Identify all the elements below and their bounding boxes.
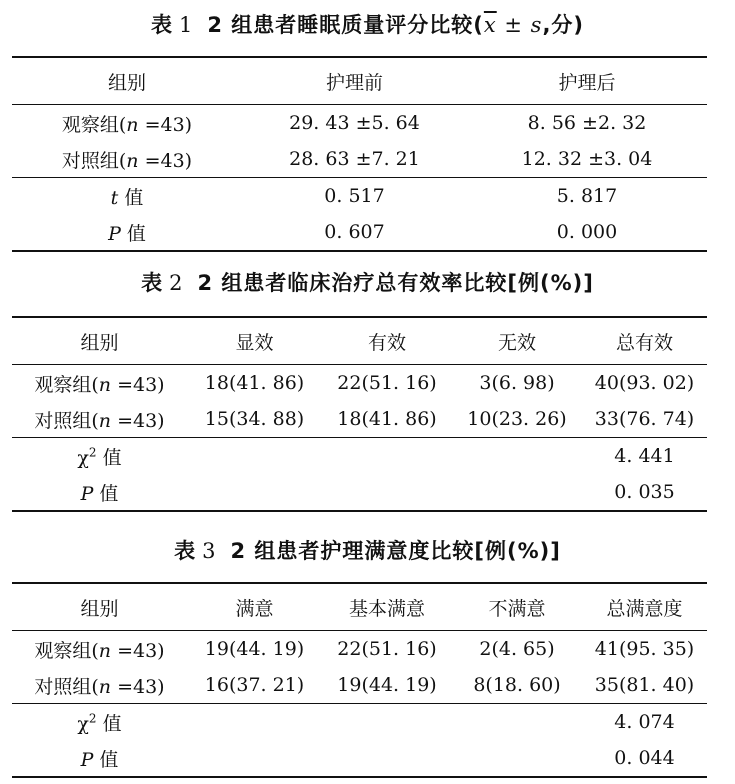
table1-row-observation-before: 29. 43 ±5. 64: [289, 112, 420, 134]
table3-row-observation-c2: 22(51. 16): [337, 638, 437, 660]
table3-row-chi-label: $\chi^2$ 值: [77, 711, 122, 735]
table2-header-effective: 有效: [322, 317, 452, 365]
table1-row-t: [12, 178, 707, 215]
table2-row-control: [12, 401, 707, 438]
table1-caption-text: 2 组患者睡眠质量评分比较(: [207, 13, 484, 37]
table2-row-control-c4: 33(76. 74): [582, 401, 707, 438]
table2-row-control-c1: 15(34. 88): [187, 401, 322, 438]
table3-row-observation-group: 观察组(n =43): [34, 639, 165, 662]
table3-header-satisfied: 满意: [187, 583, 322, 631]
table2-header-row: [12, 317, 707, 365]
table1-row-control-group: 对照组(n =43): [12, 141, 242, 178]
table2-row-chi-label: $\chi^2$ 值: [77, 445, 122, 469]
table1-header-row: [12, 57, 707, 105]
table2-caption-text: 2 组患者临床治疗总有效率比较[例(%)]: [197, 271, 594, 295]
table3-row-chi: [12, 704, 707, 741]
table1-row-p-before: 0. 607: [242, 214, 467, 251]
table1-row-p-after: 0. 000: [467, 214, 707, 251]
table3-header-unsatisfied: 不满意: [452, 583, 582, 631]
table2-row-p-value: 0. 035: [582, 474, 707, 511]
table2-header-ineffective: 无效: [452, 317, 582, 365]
table3-row-control-c3: 8(18. 60): [452, 667, 582, 704]
table2-caption: [0, 268, 735, 298]
table3-row-p-label: P 值: [12, 740, 187, 777]
table2-header-group: 组别: [12, 317, 187, 365]
table1-header-before: 护理前: [242, 57, 467, 105]
table3-row-control-c4: 35(81. 40): [582, 667, 707, 704]
table1-caption-pm: ±: [496, 13, 531, 37]
table2-row-observation-c3: 3(6. 98): [479, 372, 555, 394]
table3-header-total: 总满意度: [582, 583, 707, 631]
table3-row-control-group: 对照组(n =43): [12, 667, 187, 704]
table3-row-p-value: 0. 044: [582, 740, 707, 777]
table3-caption-prefix: 表: [174, 539, 197, 563]
table3-row-control: [12, 667, 707, 704]
table1-row-control-after: 12. 32 ±3. 04: [467, 141, 707, 178]
table1-row-observation: [12, 105, 707, 142]
table2-row-observation-c4: 40(93. 02): [594, 372, 695, 394]
table1-caption-s: s: [530, 13, 543, 37]
table3-row-p: [12, 740, 707, 777]
table3-caption-text: 2 组患者护理满意度比较[例(%)]: [230, 539, 561, 563]
table2-row-observation-c1: 18(41. 86): [204, 372, 305, 394]
table1-row-t-label: t 值: [110, 186, 144, 209]
table1-row-observation-group: 观察组(n =43): [61, 113, 193, 136]
table1: [12, 56, 707, 252]
table3-row-observation-c4: 41(95. 35): [594, 638, 695, 660]
table1-row-control: [12, 141, 707, 178]
table1-caption: [0, 10, 735, 40]
table1-caption-number: 1: [178, 13, 194, 37]
table1-header-group: 组别: [12, 57, 242, 105]
table3: [12, 582, 707, 778]
table2: [12, 316, 707, 512]
table2-header-total: 总有效: [582, 317, 707, 365]
table2-row-control-c3: 10(23. 26): [452, 401, 582, 438]
table3-row-observation-c3: 2(4. 65): [479, 638, 555, 660]
table1-caption-prefix: 表: [150, 13, 173, 37]
table3-row-observation-c1: 19(44. 19): [204, 638, 305, 660]
table3-caption-number: 3: [202, 539, 217, 563]
table1-row-observation-after: 8. 56 ±2. 32: [527, 112, 647, 134]
table3-header-row: [12, 583, 707, 631]
table1-row-p: [12, 214, 707, 251]
table1-caption-xbar: $\overline{x}$: [483, 13, 497, 37]
table2-row-observation-c2: 22(51. 16): [337, 372, 437, 394]
table2-row-chi: [12, 438, 707, 475]
table3-caption: [0, 536, 735, 566]
table2-row-p-label: P 值: [12, 474, 187, 511]
table1-row-t-after: 5. 817: [556, 185, 618, 207]
table2-row-control-c2: 18(41. 86): [322, 401, 452, 438]
table1-row-t-before: 0. 517: [324, 185, 385, 207]
table2-row-control-group: 对照组(n =43): [12, 401, 187, 438]
table3-row-control-c1: 16(37. 21): [187, 667, 322, 704]
table3-header-basic: 基本满意: [322, 583, 452, 631]
table1-row-control-before: 28. 63 ±7. 21: [242, 141, 467, 178]
table3-row-observation: [12, 631, 707, 668]
table3-row-control-c2: 19(44. 19): [322, 667, 452, 704]
table2-row-observation-group: 观察组(n =43): [34, 373, 165, 396]
table3-row-chi-value: 4. 074: [614, 711, 675, 733]
table2-row-chi-value: 4. 441: [614, 445, 675, 467]
table2-header-marked: 显效: [187, 317, 322, 365]
table3-header-group: 组别: [12, 583, 187, 631]
table1-row-p-label: P 值: [12, 214, 242, 251]
table1-caption-tail: ,分): [542, 13, 585, 37]
table2-row-p: [12, 474, 707, 511]
table2-caption-number: 2: [169, 271, 184, 295]
table1-header-after: 护理后: [467, 57, 707, 105]
table2-caption-prefix: 表: [141, 271, 164, 295]
table2-row-observation: [12, 365, 707, 402]
